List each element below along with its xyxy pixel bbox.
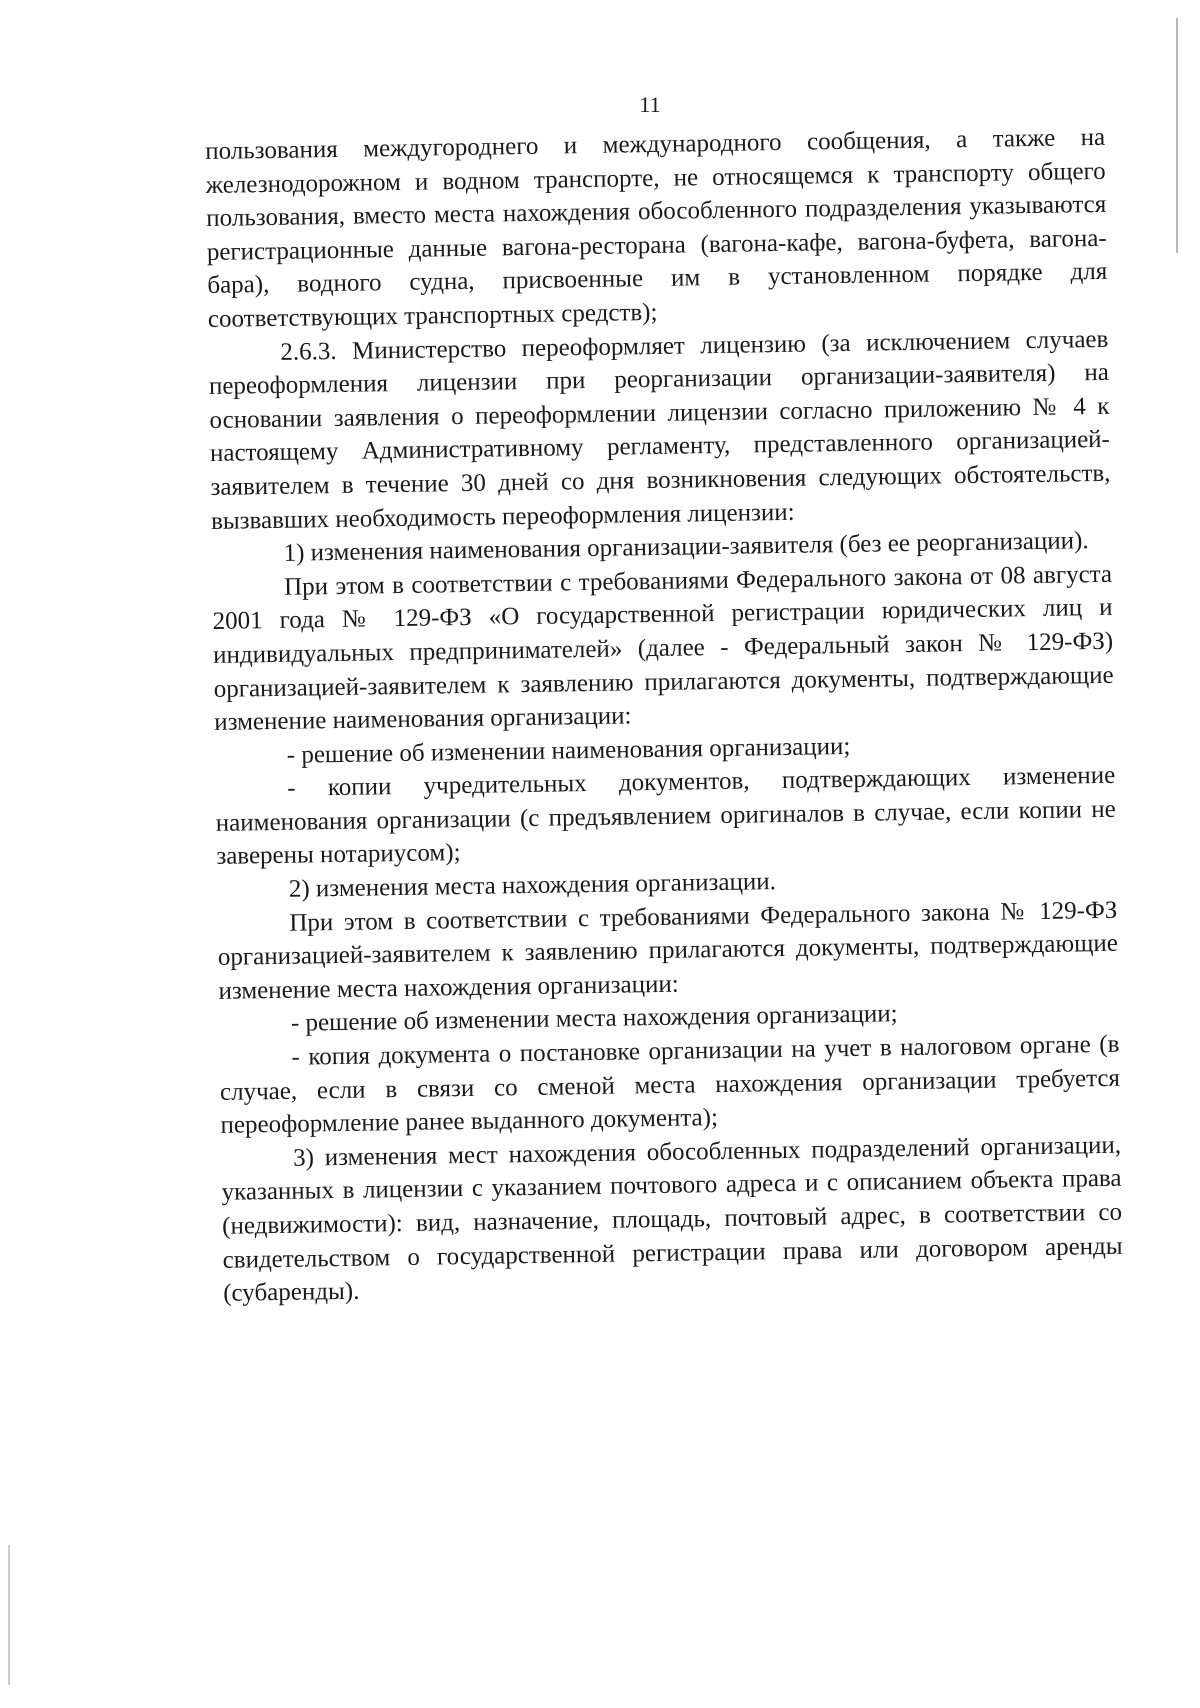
paragraph-bullet: - решение об изменении наименования организации; [286, 732, 851, 769]
paragraph-bullet: - копия документа о постановке организации на учет в налоговом органе (в случае, если в связи со сменой места нахождения организации требуется переоформление ранее выданного документа); [219, 1030, 1121, 1140]
paragraph-item-1: 1) изменения наименования организации-заявителя (без ее реорганизации). [283, 527, 1089, 567]
scan-edge-line-right [1176, 18, 1178, 253]
paragraph-section-2-6-3: 2.6.3. Министерство переоформляет лицензию (за исключением случаев переоформления лицензии при реорганизации организации-заявителя) на основании заявления о переоформлении лицензии согласно приложению № 4 к настоящему Административному регламенту, представленного организацией-заявителем в течение 30 дней со дня возникновения следующих обстоятельств, вызвавших необходимость переоформления лицензии: [208, 325, 1111, 535]
page-number: 11 [639, 92, 661, 117]
paragraph-bullet: - решение об изменении места нахождения организации; [290, 1000, 898, 1038]
paragraph-item-1-details: При этом в соответствии с требованиями Федерального закона от 08 августа 2001 года № 129-ФЗ «О государственной регистрации юридических лиц и индивидуальных предпринимателей» (далее - Федеральный закон № 129-ФЗ) организацией-заявителем к заявлению прилагаются документы, подтверждающие изменение наименования организации: [212, 560, 1114, 737]
paragraph-item-3: 3) изменения мест нахождения обособленных подразделений организации, указанных в лицензии с указанием почтового адреса и с описанием объекта права (недвижимости): вид, назначение, площадь, почтовый адрес, в соответствии со свидетельством о государственной регистрации права или договором аренды (субаренды). [221, 1131, 1123, 1308]
scan-edge-line-left [8, 1545, 10, 1685]
paragraph-bullet: - копии учредительных документов, подтверждающих изменение наименования организации (с предъявлением оригиналов в случае, если копии не заверены нотариусом); [215, 762, 1116, 871]
document-body [205, 121, 1123, 1311]
paragraph-item-2: 2) изменения места нахождения организации. [288, 868, 777, 903]
paragraph-continuation: пользования междугороднего и международного сообщения, а также на железнодорожном и водном транспорте, не относящемся к транспорту общего пользования, вместо места нахождения обособленного подразделения указываются регистрационные данные вагона-ресторана (вагона-кафе, вагона-буфета, вагона-бара), водного судна, присвоенные им в установленном порядке для соответствующих транспортных средств); [205, 123, 1108, 333]
paragraph-item-2-details: При этом в соответствии с требованиями Федерального закона № 129-ФЗ организацией-заявителем к заявлению прилагаются документы, подтверждающие изменение места нахождения организации: [217, 896, 1119, 1005]
